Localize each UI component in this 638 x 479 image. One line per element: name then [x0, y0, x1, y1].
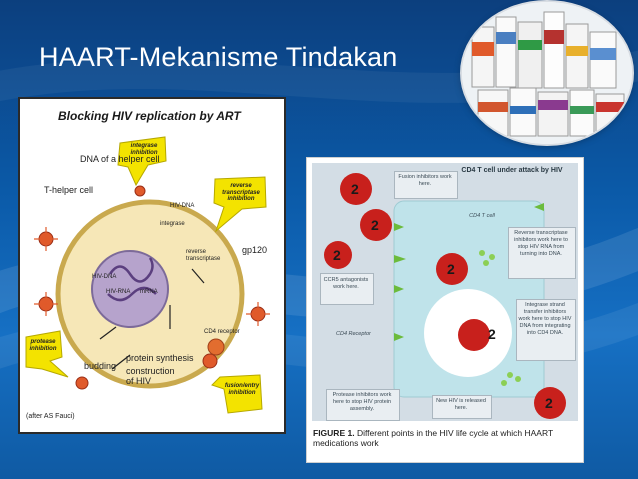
rt-note: Reverse transcriptase inhibitors work here to stop HIV RNA from turning into DNA.: [514, 230, 568, 257]
art-blocking-diagram: [18, 97, 286, 434]
fusion-entry-inhibition-callout: fusion/entry inhibition: [224, 383, 260, 396]
svg-text:2: 2: [447, 261, 455, 277]
left-figure-title: Blocking HIV replication by ART: [58, 109, 241, 123]
svg-text:2: 2: [545, 395, 553, 411]
cd4-cell-figure: [306, 157, 584, 463]
integrase-note: Integrase strand transfer inhibitors work here to stop HIV DNA from integrating into CD4 DNA.: [518, 302, 572, 336]
svg-text:2: 2: [371, 217, 379, 233]
cd4-receptor-label: CD4 receptor: [204, 329, 240, 335]
budding-label: budding: [84, 361, 117, 371]
reverse-transcriptase-label: reverse transcriptase: [186, 249, 221, 262]
mrna-label: mRNA: [140, 289, 158, 295]
hiv-dna-label: HIV-DNA: [92, 274, 117, 280]
svg-text:2: 2: [333, 247, 341, 263]
right-figure-title: CD4 T cell under attack by HIV: [461, 167, 563, 174]
protein-synthesis-label: protein synthesis: [126, 353, 194, 363]
gp120-label: gp120: [242, 245, 268, 255]
integrase-inhibition-callout: integrase inhibition: [130, 143, 158, 156]
fusion-note: Fusion inhibitors work here.: [398, 174, 452, 187]
cd4-cell-label: CD4 T cell: [469, 213, 495, 219]
cd4-receptor-label: CD4 Receptor: [336, 331, 371, 337]
caption-label: FIGURE 1.: [313, 428, 355, 438]
svg-text:2: 2: [488, 326, 496, 342]
integrase-label: integrase: [160, 221, 185, 227]
caption-text: Different points in the HIV life cycle at which HAART medications work: [313, 428, 553, 448]
medicine-bottles-image: [462, 2, 632, 144]
figure-caption: [313, 429, 577, 449]
cd4-figure-panel: [312, 163, 578, 421]
svg-text:2: 2: [351, 181, 359, 197]
construction-label: construction of HIV: [126, 366, 175, 386]
protease-note: Protease inhibitors work here to stop HIV protein assembly.: [332, 392, 392, 412]
hiv-rna-label: HIV-RNA: [106, 289, 131, 295]
t-helper-label: T-helper cell: [44, 185, 94, 195]
rt-inhibition-callout: reverse transcriptase inhibition: [222, 183, 260, 203]
dna-helper-label: DNA of a helper cell: [80, 154, 160, 164]
hiv-dna-top-label: HIV-DNA: [170, 203, 195, 209]
protease-inhibition-callout: protease inhibition: [29, 339, 57, 352]
new-hiv-note: New HIV is released here.: [436, 398, 486, 411]
ccr5-note: CCR5 antagonists work here.: [323, 277, 369, 290]
credit-label: (after AS Fauci): [26, 413, 75, 420]
slide-title: HAART-Mekanisme Tindakan: [39, 42, 398, 72]
